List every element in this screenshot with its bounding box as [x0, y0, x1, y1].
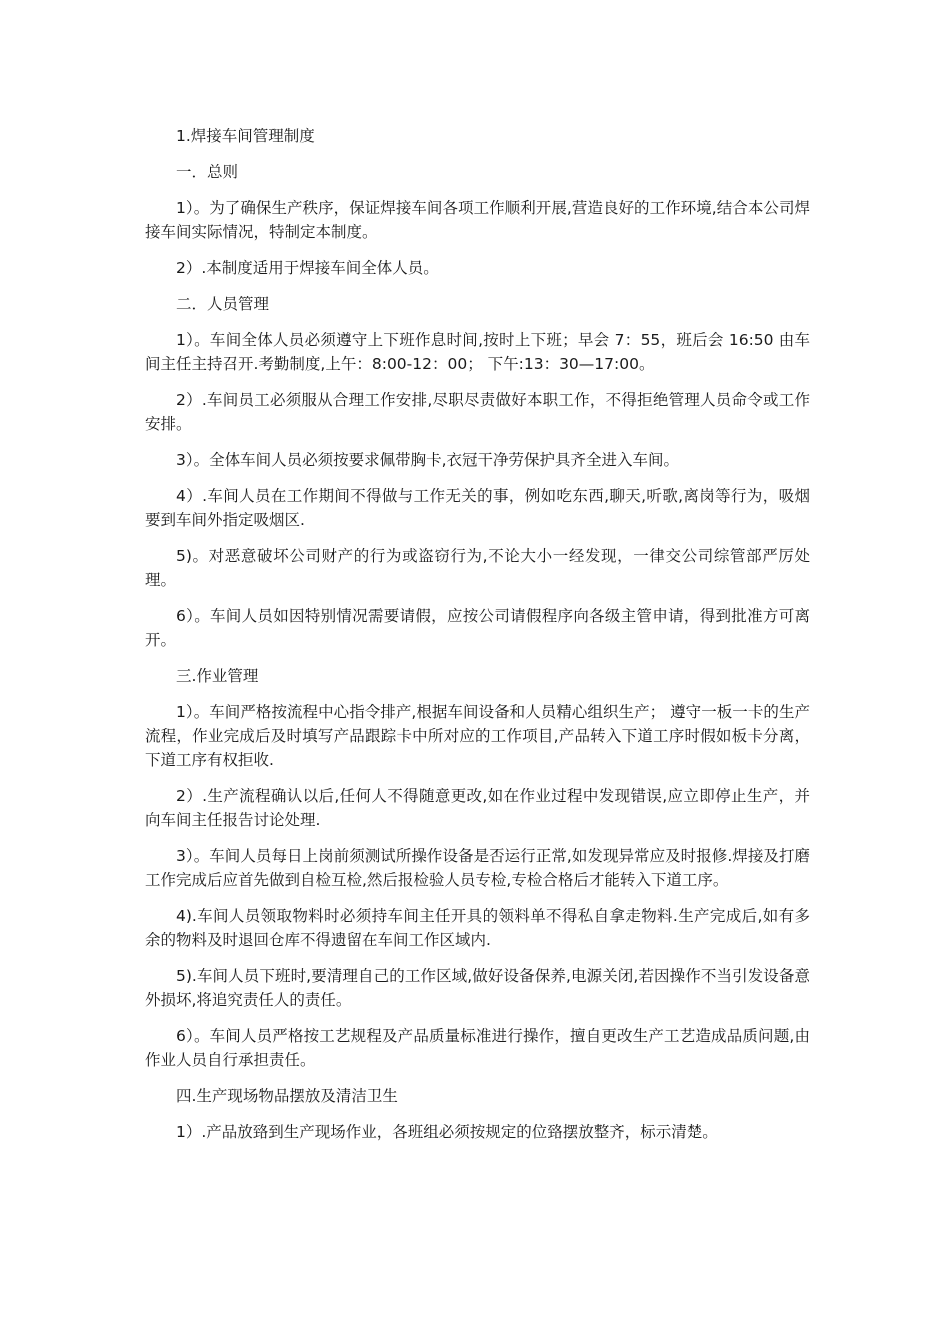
paragraph: 4）.车间人员在工作期间不得做与工作无关的事，例如吃东西,聊天,听歌,离岗等行为，吸烟要到车间外指定吸烟区.: [145, 487, 810, 529]
document-body: [145, 124, 810, 1156]
paragraph: 5)。对恶意破坏公司财产的行为或盗窃行为,不论大小一经发现，一律交公司综管部严厉处理。: [145, 547, 810, 589]
paragraph: 1）。为了确保生产秩序，保证焊接车间各项工作顺利开展,营造良好的工作环境,结合本公司焊接车间实际情况，特制定本制度。: [145, 199, 810, 241]
paragraph: 3）。车间人员每日上岗前须测试所操作设备是否运行正常,如发现异常应及时报修.焊接及打磨工作完成后应首先做到自检互检,然后报检验人员专检,专检合格后才能转入下道工序。: [145, 847, 810, 889]
paragraph: 6）。车间人员如因特别情况需要请假，应按公司请假程序向各级主管申请，得到批准方可离开。: [145, 607, 810, 649]
section-heading-site-cleanliness: 四.生产现场物品摆放及清洁卫生: [176, 1087, 398, 1105]
paragraph: 3）。全体车间人员必须按要求佩带胸卡,衣冠干净劳保护具齐全进入车间。: [176, 451, 680, 469]
paragraph: 4).车间人员领取物料时必须持车间主任开具的领料单不得私自拿走物料.生产完成后,如有多余的物料及时退回仓库不得遗留在车间工作区域内.: [145, 907, 810, 949]
paragraph: 2）.本制度适用于焊接车间全体人员。: [176, 259, 439, 277]
paragraph: 2）.车间员工必须服从合理工作安排,尽职尽责做好本职工作，不得拒绝管理人员命令或工作安排。: [145, 391, 810, 433]
section-heading-general: 一．总则: [176, 163, 239, 181]
section-heading-operations: 三.作业管理: [176, 667, 259, 685]
paragraph: 6）。车间人员严格按工艺规程及产品质量标准进行操作，擅自更改生产工艺造成品质问题,由作业人员自行承担责任。: [145, 1027, 810, 1069]
section-heading-personnel: 二．人员管理: [176, 295, 270, 313]
document-title: 1.焊接车间管理制度: [176, 127, 315, 145]
paragraph: 5).车间人员下班时,要清理自己的工作区域,做好设备保养,电源关闭,若因操作不当引发设备意外损坏,将追究责任人的责任。: [145, 967, 810, 1009]
paragraph: 1）。车间严格按流程中心指令排产,根据车间设备和人员精心组织生产； 遵守一板一卡的生产流程，作业完成后及时填写产品跟踪卡中所对应的工作项目,产品转入下道工序时假如板卡分离，下道工序有权拒收.: [145, 703, 810, 769]
paragraph: 1）。车间全体人员必须遵守上下班作息时间,按时上下班；早会 7：55，班后会 16:50 由车间主任主持召开.考勤制度,上午：8:00-12：00； 下午:13：30—17:00。: [145, 331, 810, 373]
paragraph: 1）.产品放臵到生产现场作业，各班组必须按规定的位臵摆放整齐，标示清楚。: [176, 1123, 718, 1141]
paragraph: 2）.生产流程确认以后,任何人不得随意更改,如在作业过程中发现错误,应立即停止生产，并向车间主任报告讨论处理.: [145, 787, 810, 829]
